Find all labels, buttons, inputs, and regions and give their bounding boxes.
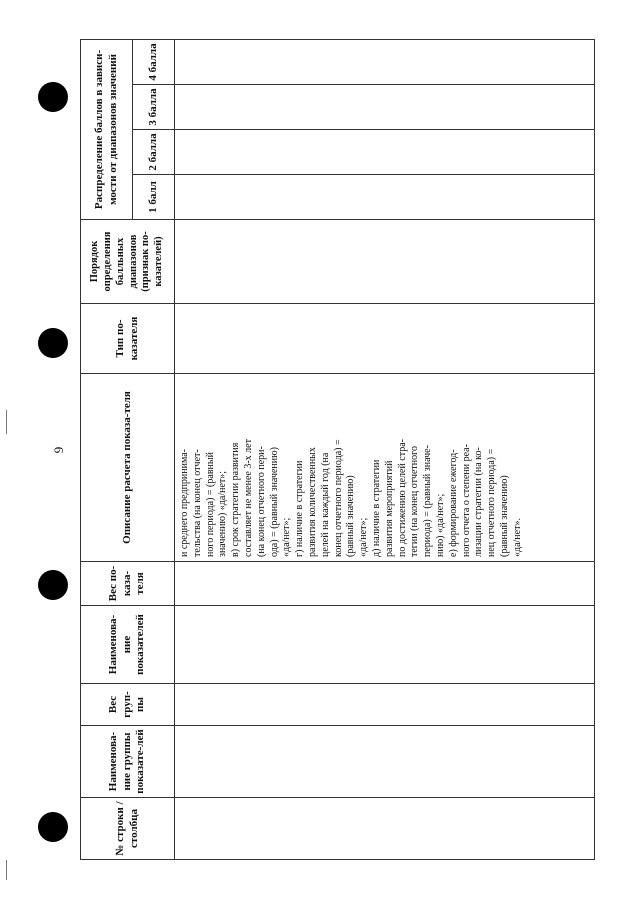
scan-edge-mark — [6, 410, 7, 434]
cell-score-3 — [175, 85, 595, 130]
description-line: ода) = (равный значению) — [268, 447, 280, 557]
header-distribution: Распределение баллов в зависи-мости от диапазонов значений — [81, 39, 133, 219]
description-line: целей на каждый год (на — [319, 452, 331, 557]
description-line: периода) = (равный значе- — [422, 445, 434, 557]
description-line: (равный значению) — [345, 475, 357, 557]
header-row-1 — [81, 39, 133, 859]
description-line: тегии (на конец отчетного — [409, 445, 421, 557]
description-line: д) наличие в стратегии — [370, 459, 382, 557]
description-line: «да/нет». — [511, 518, 523, 557]
header-score-2: 2 балла — [133, 130, 175, 175]
punch-hole — [38, 328, 68, 358]
cell-score-4 — [175, 39, 595, 84]
description-line: ного периода) = (равный — [204, 452, 216, 557]
description-line: е) формирование ежегод- — [447, 449, 459, 557]
indicators-table — [80, 39, 595, 860]
scan-edge-mark — [6, 860, 7, 880]
cell-row-number — [175, 798, 595, 860]
description-line: лизации стратегии (на ко- — [473, 447, 485, 557]
description-line: нец отчетного периода) = — [486, 448, 498, 557]
header-score-3: 3 балла — [133, 85, 175, 130]
cell-score-2 — [175, 130, 595, 175]
description-line: тельства (на конец отчет- — [191, 449, 203, 557]
description-line: (равный значению) — [498, 475, 510, 557]
header-range-method: Порядок определения балльных диапазонов (признак по-казателей) — [81, 220, 175, 304]
punch-hole — [38, 812, 68, 842]
header-score-4: 4 балла — [133, 39, 175, 84]
description-line: конец отчетного периода) = — [332, 439, 344, 557]
cell-indicator-name — [175, 606, 595, 684]
description-line: развития количественных — [306, 447, 318, 557]
cell-indicator-weight — [175, 562, 595, 606]
description-line: в) срок стратегии развития — [230, 442, 242, 557]
description-line: «да/нет»; — [358, 517, 370, 557]
header-indicator-weight: Вес по-каза-теля — [81, 562, 175, 606]
header-indicator-type: Тип по-казателя — [81, 304, 175, 374]
header-group-name: Наименова-ние группы показате-лей — [81, 726, 175, 798]
description-line: г) наличие в стратегии — [294, 460, 306, 557]
cell-score-1 — [175, 175, 595, 220]
punch-hole — [38, 570, 68, 600]
cell-group-name — [175, 726, 595, 798]
cell-range-method — [175, 220, 595, 304]
header-row-number: № строки / столбца — [81, 798, 175, 860]
cell-group-weight — [175, 684, 595, 726]
cell-calc-description — [175, 374, 595, 562]
header-calc-description: Описание расчета показа-теля — [81, 374, 175, 562]
description-line: нию) «да/нет»; — [434, 493, 446, 557]
rotated-table-container — [80, 40, 595, 860]
description-line: значению) «да/нет»; — [217, 470, 229, 557]
header-score-1: 1 балл — [133, 175, 175, 220]
header-indicator-name: Наименова-ние показателей — [81, 606, 175, 684]
description-line: (на конец отчетного пери- — [255, 446, 267, 557]
table-row — [175, 39, 595, 859]
page-number: 9 — [51, 446, 66, 454]
description-line: и среднего предпринима- — [179, 448, 190, 557]
description-line: составляет не менее 3-х лет — [242, 439, 254, 557]
description-line: развития мероприятий — [383, 460, 395, 557]
header-group-weight: Вес груп-пы — [81, 684, 175, 726]
punch-hole — [38, 82, 68, 112]
description-line: по достижению целей стра- — [396, 438, 408, 557]
description-line: ного отчета о степени реа- — [460, 444, 472, 557]
cell-indicator-type — [175, 304, 595, 374]
description-line: «да/нет»; — [281, 517, 293, 557]
